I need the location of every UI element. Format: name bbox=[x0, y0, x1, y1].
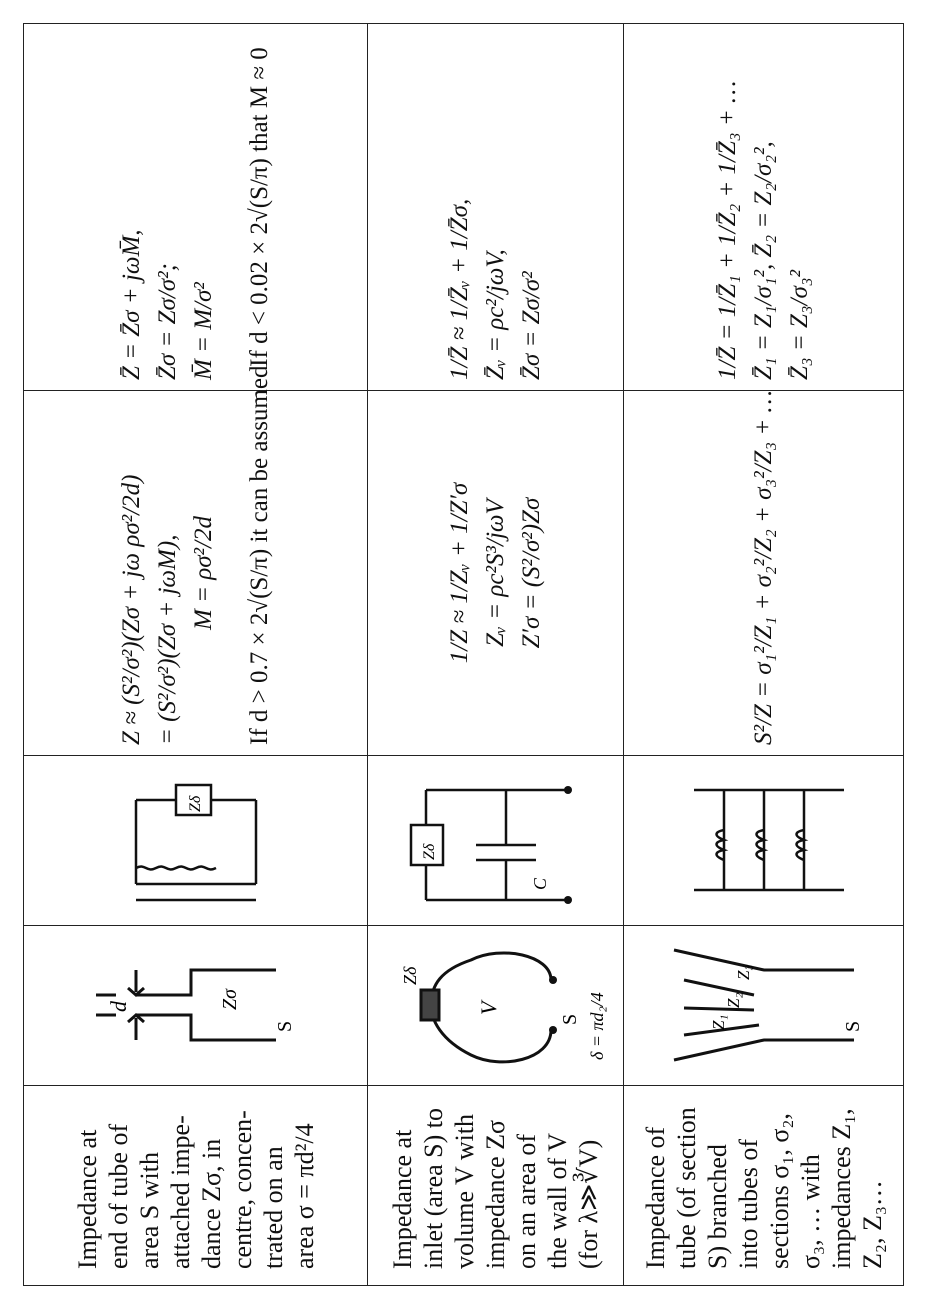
condition-note: If d > 0.7 × 2√(S/π) it can be assumed bbox=[245, 365, 273, 745]
formula-line: Z̄σ = Zσ/σ² bbox=[517, 271, 545, 380]
formula-line: Z̄ = Z̄σ + jωM̄, bbox=[117, 229, 145, 380]
formula-line: M̄ = M/σ² bbox=[189, 282, 217, 380]
desc-line: impedance Zσ bbox=[481, 1119, 510, 1269]
row2-volume-figure bbox=[368, 926, 624, 1086]
formula-line: Z′σ = (S²/σ²)Zσ bbox=[517, 497, 545, 649]
row3-formula-left bbox=[624, 391, 904, 756]
row2-formula-left bbox=[368, 391, 624, 756]
table-row bbox=[624, 24, 904, 1286]
formula-line: Z̄σ = Zσ/σ²; bbox=[153, 263, 181, 380]
formula-line: 1/Z̄ ≈ 1/Z̄ᵥ + 1/Z̄σ, bbox=[445, 198, 473, 380]
row3-branch-figure bbox=[624, 926, 904, 1086]
formula-line: S²/Z = σ₁²/Z₁ + σ₂²/Z₂ + σ₃²/Z₃ + … bbox=[749, 390, 777, 745]
desc-line: volume V with bbox=[450, 1113, 479, 1269]
row1-circuit bbox=[24, 756, 368, 926]
desc-line: (for λ≫∛V) bbox=[574, 1139, 603, 1269]
label-d: d bbox=[105, 1001, 131, 1013]
row2-circuit bbox=[368, 756, 624, 926]
formula-line: Z̄ᵥ = ρc²/jωV, bbox=[481, 249, 509, 380]
row1-formula-left bbox=[24, 365, 368, 756]
formula-line: Zᵥ = ρc²S³/jωV bbox=[481, 499, 509, 647]
label-s: S bbox=[558, 1014, 581, 1026]
label-zdelta: Zδ bbox=[399, 967, 420, 986]
label-zdelta: Zδ bbox=[186, 796, 204, 813]
row2-description bbox=[368, 1086, 624, 1286]
row1-tube-figure bbox=[24, 926, 368, 1086]
desc-line: σ₃, … with bbox=[795, 1154, 825, 1269]
label-c: C bbox=[529, 878, 550, 891]
desc-line: S) branched bbox=[702, 1144, 732, 1269]
label-zdelta: Zδ bbox=[420, 844, 438, 861]
desc-line: inlet (area S) to bbox=[419, 1108, 448, 1269]
row1-formula-right bbox=[24, 24, 368, 391]
delta-formula: δ = πd₂/4 bbox=[586, 992, 607, 1061]
parallel-inductor-icon bbox=[664, 761, 864, 921]
desc-line: area S with bbox=[134, 1152, 164, 1269]
row2-formula-right bbox=[368, 24, 624, 391]
desc-line: Impedance at bbox=[388, 1129, 417, 1269]
row3-formula-right bbox=[624, 24, 904, 391]
desc-line: the wall of V bbox=[543, 1133, 572, 1269]
formula-line: = (S²/σ²)(Zσ + jωM), bbox=[153, 534, 181, 745]
condition-note: If d < 0.02 × 2√(S/π) that M ≈ 0 bbox=[245, 47, 273, 367]
branched-tube-sketch bbox=[654, 931, 874, 1081]
desc-line: Impedance of bbox=[640, 1126, 670, 1269]
desc-line: dance Zσ, in bbox=[196, 1138, 226, 1269]
tube-end-sketch bbox=[96, 931, 296, 1081]
table-row bbox=[368, 24, 624, 1286]
label-z3: Z₃ bbox=[733, 965, 753, 981]
formula-line: 1/Z̄ = 1/Z̄₁ + 1/Z̄₂ + 1/Z̄₃ + … bbox=[713, 80, 741, 380]
formula-line: 1/Z ≈ 1/Zᵥ + 1/Z′σ bbox=[445, 482, 473, 664]
row3-circuit bbox=[624, 756, 904, 926]
volume-sketch bbox=[381, 931, 611, 1081]
desc-line: trated on an bbox=[258, 1146, 288, 1269]
formula-line: Z̄₃ = Z₃/σ₃² bbox=[785, 269, 813, 380]
rotated-page bbox=[23, 24, 903, 1286]
label-z: Zσ bbox=[218, 989, 241, 1011]
desc-line: on an area of bbox=[512, 1134, 541, 1269]
desc-line: Impedance at bbox=[72, 1129, 102, 1269]
row1-description bbox=[24, 1086, 368, 1286]
label-z2: Z₂ bbox=[723, 993, 743, 1009]
label-s: S bbox=[841, 1021, 864, 1033]
desc-line: into tubes of bbox=[733, 1139, 763, 1269]
capacitor-circuit-icon bbox=[396, 761, 596, 921]
formula-line: M = ρσ²/2d bbox=[189, 516, 217, 630]
desc-line: attached impe- bbox=[165, 1115, 195, 1269]
row3-description bbox=[624, 1086, 904, 1286]
label-s: S bbox=[273, 1021, 296, 1033]
table-row bbox=[24, 24, 368, 1286]
desc-line: centre, concen- bbox=[227, 1110, 257, 1269]
desc-line: area σ = πd²/4 bbox=[289, 1123, 319, 1269]
formula-line: Z ≈ (S²/σ²)(Zσ + jω ρσ²/2d) bbox=[117, 474, 145, 745]
transformer-circuit-icon bbox=[96, 761, 296, 921]
impedance-table bbox=[23, 23, 904, 1286]
desc-line: tube (of section bbox=[671, 1107, 701, 1269]
desc-line: Z₂, Z₃… bbox=[857, 1180, 887, 1269]
desc-line: impedances Z₁, bbox=[826, 1108, 856, 1269]
desc-line: sections σ₁, σ₂, bbox=[764, 1113, 794, 1269]
formula-line: Z̄₁ = Z₁/σ₁², Z̄₂ = Z₂/σ₂², bbox=[749, 141, 777, 380]
label-z1: Z₁ bbox=[708, 1015, 728, 1031]
label-v: V bbox=[475, 1002, 501, 1016]
desc-line: end of tube of bbox=[103, 1123, 133, 1269]
